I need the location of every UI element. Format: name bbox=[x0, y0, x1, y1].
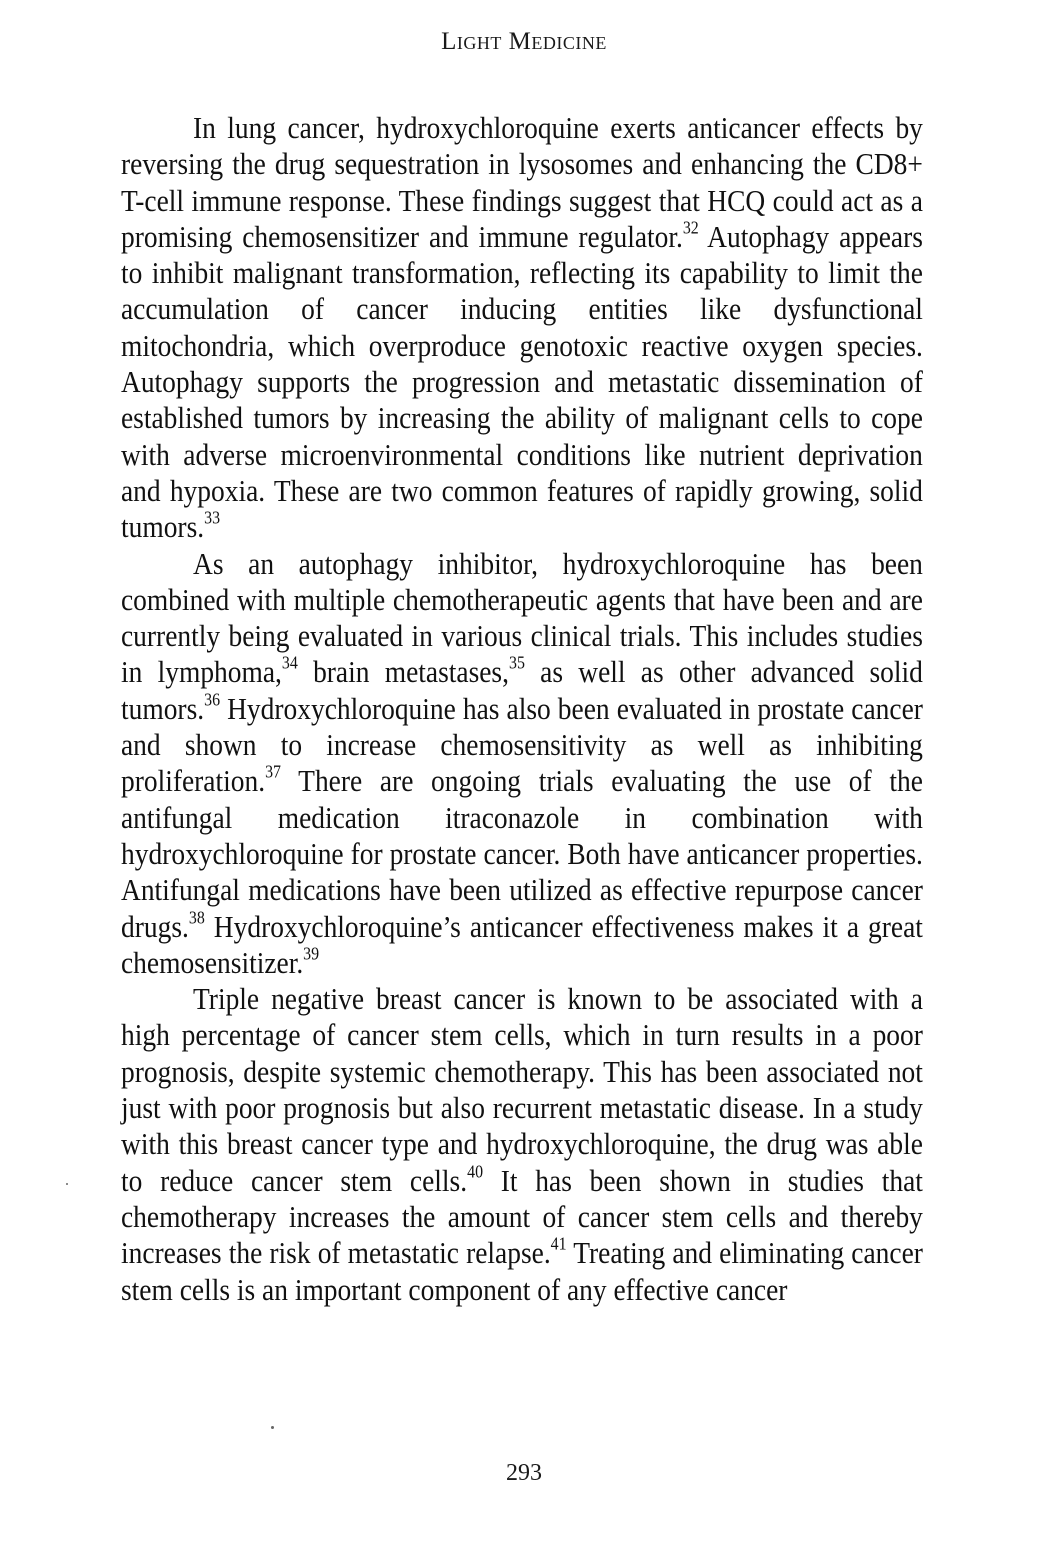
paragraph bbox=[121, 981, 923, 1308]
text-run: It has been shown in studies that chemotherapy increases the amount of cancer stem cells and thereby increases the risk of metastatic relapse. bbox=[121, 1163, 923, 1271]
scan-speck bbox=[271, 1426, 274, 1429]
text-run: Autophagy appears to inhibit malignant transformation, reflecting its capability to limit the accumulation of cancer inducing entities like dysfunctional mitochondria, which overproduce genotoxic reactive oxygen species. Autophagy supports the progression and metastatic dissemination of established tumors by increasing the ability of malignant cells to cope with adverse microenvironmental conditions like nutrient deprivation and hypoxia. These are two common features of rapidly growing, solid tumors. bbox=[121, 219, 923, 545]
page-number: 293 bbox=[506, 1460, 542, 1486]
text-run: In lung cancer, hydroxychloroquine exerts anticancer effects by reversing the drug sequestration in lysosomes and enhancing the CD8+ T-cell immune response. These findings suggest that HCQ could act as a promising chemosensitizer and immune regulator. bbox=[121, 111, 923, 254]
footnote-reference: 40 bbox=[467, 1161, 484, 1182]
text-run: as well as other advanced solid tumors. bbox=[121, 655, 923, 726]
footnote-reference: 37 bbox=[265, 762, 281, 783]
footnote-reference: 32 bbox=[682, 217, 699, 238]
text-run: Hydroxychloroquine has also been evaluated in prostate cancer and shown to increase chemosensitivity as well as inhibiting proliferation. bbox=[121, 691, 923, 799]
footnote-reference: 38 bbox=[188, 907, 205, 928]
scan-speck bbox=[66, 1183, 68, 1185]
paragraph bbox=[121, 546, 923, 982]
footnote-reference: 33 bbox=[204, 508, 221, 528]
text-run: Triple negative breast cancer is known to be associated with a high percentage of cancer stem cells, which in turn results in a poor prognosis, despite systemic chemotherapy. This has been associated not just with poor prognosis but also recurrent metastatic disease. In a study with this breast cancer type and hydroxychloroquine, the drug was able to reduce cancer stem cells. bbox=[121, 982, 923, 1198]
text-run: As an autophagy inhibitor, hydroxychloroquine has been combined with multiple chemotherapeutic agents that have been and are currently being evaluated in various clinical trials. This includes studies in lymphoma, bbox=[121, 546, 923, 690]
footnote-reference: 36 bbox=[204, 689, 221, 710]
footnote-reference: 34 bbox=[281, 653, 298, 674]
paragraph bbox=[121, 110, 923, 546]
body-text bbox=[121, 110, 923, 1308]
footnote-reference: 35 bbox=[508, 653, 525, 674]
footnote-reference: 41 bbox=[550, 1233, 567, 1254]
text-run: brain metastases, bbox=[297, 655, 509, 690]
running-head: Light Medicine bbox=[441, 28, 607, 55]
text-run: There are ongoing trials evaluating the use of the antifungal medication itraconazole in combination with hydroxychloroquine for prostate cancer. Both have anticancer properties. Antifungal medications have been utilized as effective repurpose cancer drugs. bbox=[121, 764, 923, 944]
footnote-reference: 39 bbox=[303, 943, 320, 964]
text-run: Treating and eliminating cancer stem cells is an important component of any effective cancer bbox=[121, 1236, 923, 1307]
text-run: Hydroxychloroquine’s anticancer effectiveness makes it a great chemosensitizer. bbox=[121, 909, 923, 980]
